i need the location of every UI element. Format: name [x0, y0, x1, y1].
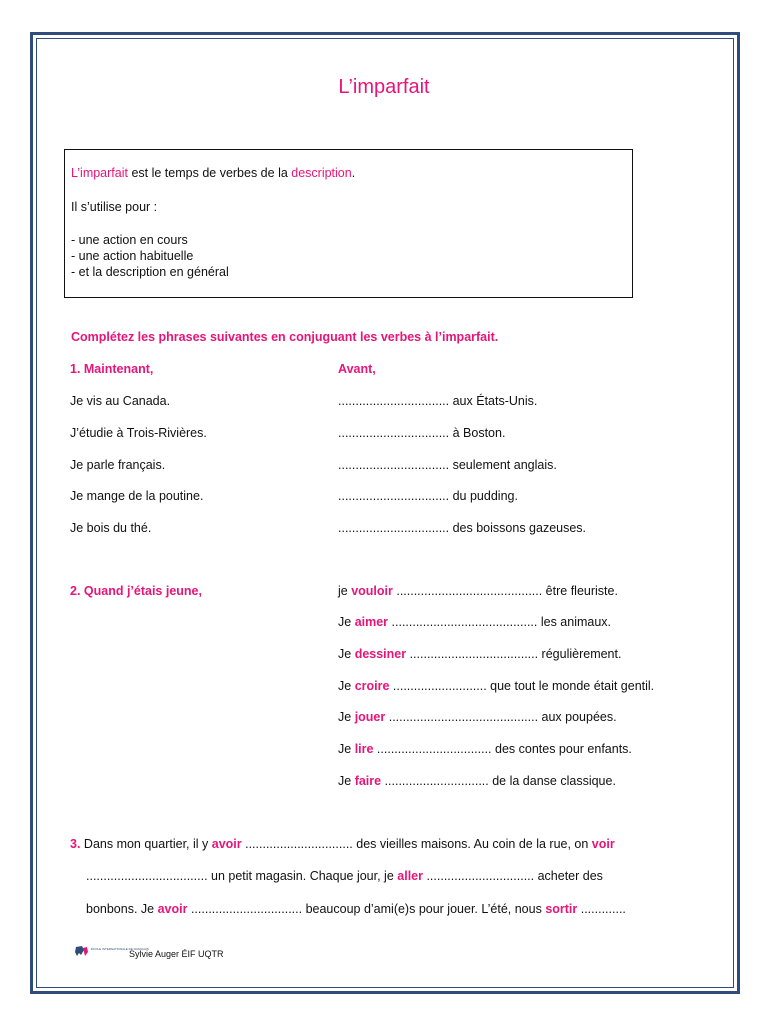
infinitive-verb: avoir [157, 902, 188, 916]
paragraph-text: ............................... des vieilles maisons. Au coin de la rue, on [241, 837, 592, 851]
conjugation-row [338, 741, 632, 757]
infinitive-verb: voir [591, 837, 615, 851]
subject: Je [338, 615, 355, 629]
paragraph-line-3 [86, 901, 626, 917]
paragraph-text: ............................... acheter des [422, 869, 603, 883]
infinitive-verb: jouer [354, 710, 386, 724]
infinitive-verb: sortir [545, 902, 578, 916]
blank-completion: ..................................... régulièrement. [406, 647, 622, 661]
infinitive-verb: lire [354, 742, 374, 756]
present-sentence: Je mange de la poutine. [70, 489, 204, 503]
section1-left-header: 1. Maintenant, [70, 362, 154, 376]
past-blank-sentence: ................................ aux États-Unis. [338, 394, 538, 408]
conjugation-row [338, 678, 654, 694]
paragraph-text: Dans mon quartier, il y [80, 837, 212, 851]
conjugation-row [338, 583, 618, 599]
present-sentence: Je parle français. [70, 458, 166, 472]
conjugation-row [338, 614, 611, 630]
infinitive-verb: vouloir [351, 584, 393, 598]
paragraph-line-1 [70, 836, 615, 852]
blank-completion: .............................. de la danse classique. [381, 774, 616, 788]
section3-number: 3. [70, 837, 81, 851]
blank-completion: ........................... que tout le monde était gentil. [389, 679, 655, 693]
blank-completion: ................................. des contes pour enfants. [373, 742, 632, 756]
past-blank-sentence: ................................ du pudding. [338, 489, 518, 503]
term-imparfait: L’imparfait [71, 166, 128, 180]
subject: Je [338, 647, 355, 661]
intro-line-2: Il s’utilise pour : [71, 200, 158, 214]
conjugation-row [338, 773, 616, 789]
intro-line-1 [71, 165, 355, 181]
present-sentence: Je bois du thé. [70, 521, 152, 535]
subject: je [338, 584, 352, 598]
paragraph-text: ................................... un petit magasin. Chaque jour, je [86, 869, 398, 883]
usage-item: - et la description en général [71, 265, 229, 279]
section1-right-header: Avant, [338, 362, 376, 376]
term-description: description [291, 166, 352, 180]
infinitive-verb: dessiner [354, 647, 407, 661]
intro-text: est le temps de verbes de la [127, 166, 292, 180]
past-blank-sentence: ................................ à Boston. [338, 426, 506, 440]
past-blank-sentence: ................................ seulement anglais. [338, 458, 557, 472]
intro-period: . [351, 166, 356, 180]
usage-item: - une action en cours [71, 233, 188, 247]
infinitive-verb: aimer [354, 615, 389, 629]
paragraph-line-2 [86, 868, 603, 884]
past-blank-sentence: ................................ des boissons gazeuses. [338, 521, 587, 535]
present-sentence: J’étudie à Trois-Rivières. [70, 426, 207, 440]
paragraph-text: ............. [577, 902, 626, 916]
footer-author: Sylvie Auger ÉIF UQTR [129, 949, 224, 959]
logo-text: ÉCOLE INTERNATIONALE DE FRANÇAIS [91, 947, 149, 951]
subject: Je [338, 742, 355, 756]
usage-item: - une action habituelle [71, 249, 194, 263]
blank-completion: ........................................... aux poupées. [385, 710, 617, 724]
blank-completion: .......................................... les animaux. [388, 615, 612, 629]
infinitive-verb: avoir [211, 837, 242, 851]
infinitive-verb: croire [354, 679, 390, 693]
paragraph-text: ................................ beaucoup d’ami(e)s pour jouer. L’été, nous [187, 902, 546, 916]
blank-completion: .......................................... être fleuriste. [392, 584, 618, 598]
conjugation-row [338, 709, 617, 725]
page-title: L’imparfait [338, 76, 430, 98]
school-logo-icon [74, 944, 149, 962]
paragraph-text: bonbons. Je [86, 902, 158, 916]
instruction: Complétez les phrases suivantes en conjuguant les verbes à l’imparfait. [71, 330, 499, 344]
infinitive-verb: aller [397, 869, 423, 883]
infinitive-verb: faire [354, 774, 382, 788]
section2-header: 2. Quand j’étais jeune, [70, 584, 202, 598]
subject: Je [338, 710, 355, 724]
present-sentence: Je vis au Canada. [70, 394, 171, 408]
conjugation-row [338, 646, 621, 662]
subject: Je [338, 774, 355, 788]
subject: Je [338, 679, 355, 693]
